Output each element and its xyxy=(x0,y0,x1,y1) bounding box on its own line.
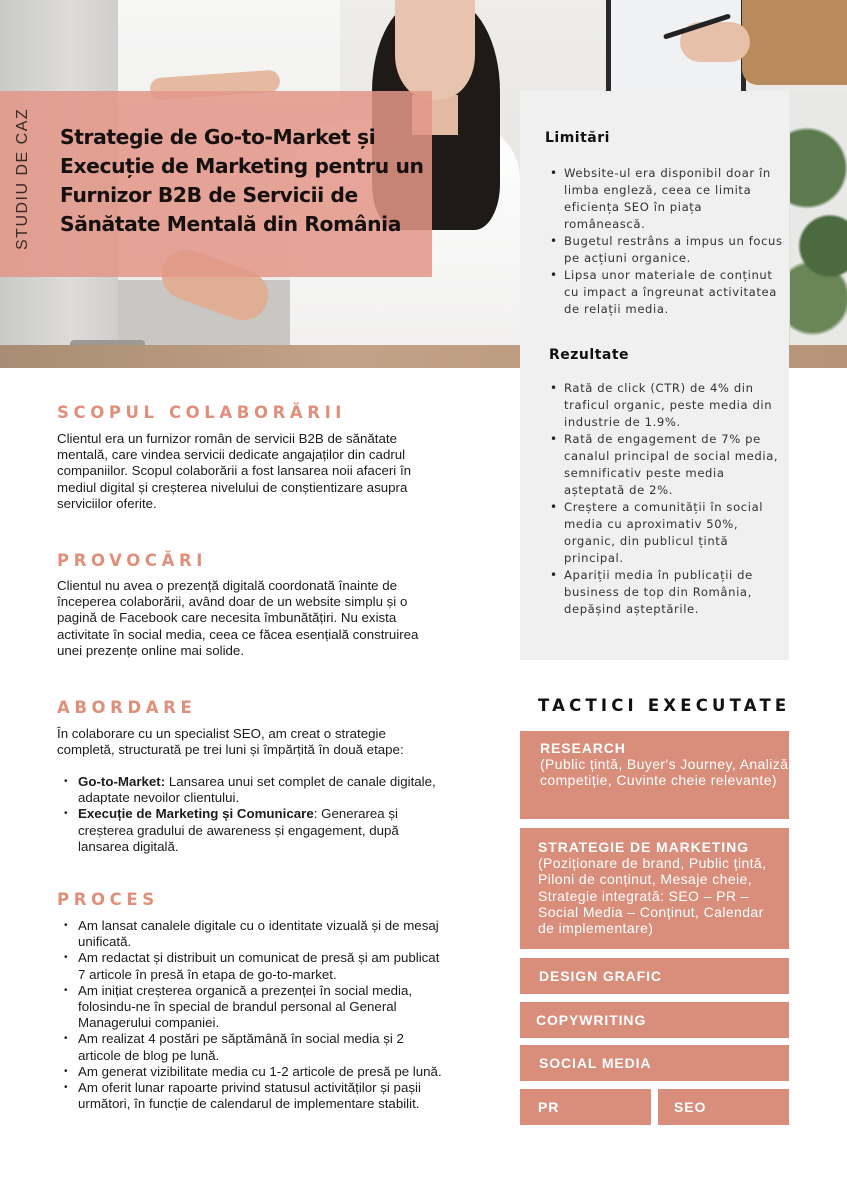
tactic-marketing-strategy xyxy=(520,828,789,949)
tactic-copywriting xyxy=(520,1002,789,1038)
photo-sleeve xyxy=(742,0,847,85)
tactic-title: PR xyxy=(538,1099,560,1115)
case-study-label: STUDIU DE CAZ xyxy=(14,107,31,250)
list-item: • Am oferit lunar rapoarte privind statusul activităților și pașii următori, în funcție de calendarul de implementare stabilit. xyxy=(62,1080,447,1112)
tactic-title: SOCIAL MEDIA xyxy=(539,1055,652,1071)
list-item: • Website-ul era disponibil doar în limba engleză, ceea ce limita eficiența SEO în piața românească. xyxy=(548,165,784,233)
approach-item-text: Lansarea unui set complet de canale digitale, adaptate nevoilor clientului. xyxy=(78,774,436,806)
tactic-title: STRATEGIE DE MARKETING xyxy=(538,839,749,855)
limitations-heading: Limitări xyxy=(545,130,610,146)
tactic-seo xyxy=(658,1089,789,1125)
photo-woman-face xyxy=(395,0,475,100)
list-item: • Bugetul restrâns a impus un focus pe acțiuni organice. xyxy=(548,233,784,267)
list-item xyxy=(62,806,447,855)
tactic-description: (Poziționare de brand, Public țintă, Piloni de conținut, Mesaje cheie, Strategie integrată: SEO – PR – Social Media – Conținut, Calendar de implementare) xyxy=(538,855,767,937)
list-item: • Creștere a comunității în social media cu aproximativ 50%, organic, din publicul țintă principal. xyxy=(548,499,784,567)
approach-list xyxy=(62,774,447,855)
challenges-heading: PROVOCĂRI xyxy=(57,551,208,570)
approach-item-text: : Generarea și creșterea gradului de awareness și engagement, după lansarea digitală. xyxy=(78,806,399,854)
tactic-description: (Public țintă, Buyer's Journey, Analiză competiție, Cuvinte cheie relevante) xyxy=(540,756,789,789)
process-list xyxy=(62,918,447,1112)
tactic-social-media xyxy=(520,1045,789,1081)
tactic-title: RESEARCH xyxy=(540,740,626,756)
list-item: • Apariții media în publicații de business de top din România, depășind așteptările. xyxy=(548,567,784,618)
process-heading: PROCES xyxy=(57,890,159,909)
list-item: • Lipsa unor materiale de conținut cu impact a îngreunat activitatea de relații media. xyxy=(548,267,784,318)
tactic-title: DESIGN GRAFIC xyxy=(539,968,662,984)
tactics-heading: TACTICI EXECUTATE xyxy=(538,696,791,715)
results-list xyxy=(548,380,784,618)
results-heading: Rezultate xyxy=(549,347,630,363)
page-title: Strategie de Go-to-Market și Execuție de Marketing pentru un Furnizor B2B de Servicii de Sănătate Mentală din România xyxy=(60,125,424,236)
list-item: • Rată de click (CTR) de 4% din traficul organic, peste media din industrie de 1.9%. xyxy=(548,380,784,431)
photo-plant xyxy=(790,90,847,350)
list-item: • Am redactat și distribuit un comunicat de presă și am publicat 7 articole în presă în etapa de go-to-market. xyxy=(62,950,447,982)
scope-heading: SCOPUL COLABORĂRII xyxy=(57,403,347,422)
scope-text: Clientul era un furnizor român de servicii B2B de sănătate mentală, care vindea servicii dedicate angajaților din cadrul companiilor. Scopul colaborării a fost lansarea noii afaceri în mediul digital și creșterea nivelului de conștientizare asupra serviciilor oferite. xyxy=(57,431,412,511)
tactic-research xyxy=(520,731,789,819)
approach-text: În colaborare cu un specialist SEO, am creat o strategie completă, structurată pe trei luni și împărțită în două etape: xyxy=(57,726,404,758)
list-item: • Am lansat canalele digitale cu o identitate vizuală și de mesaj unificată. xyxy=(62,918,447,950)
tactic-title: SEO xyxy=(674,1099,707,1115)
list-item: • Am generat vizibilitate media cu 1-2 articole de presă pe lună. xyxy=(62,1064,447,1080)
limitations-list xyxy=(548,165,784,318)
tactic-graphic-design xyxy=(520,958,789,994)
tactic-title: COPYWRITING xyxy=(536,1012,647,1028)
tactic-pr xyxy=(520,1089,651,1125)
approach-item-label: Execuție de Marketing și Comunicare xyxy=(78,806,314,822)
challenges-text: Clientul nu avea o prezență digitală coordonată înainte de începerea colaborării, având doar de un website simplu și o pagină de Facebook care necesita îmbunătățiri. Nu exista activitate în social media, ceea ce făcea esențială construirea unei prezențe online mai solide. xyxy=(57,578,419,658)
list-item: • Rată de engagement de 7% pe canalul principal de social media, semnificativ peste media așteptată de 2%. xyxy=(548,431,784,499)
list-item: • Am inițiat creșterea organică a prezenței în social media, folosindu-ne în special de brandul personal al General Managerului companiei. xyxy=(62,983,447,1032)
approach-heading: ABORDARE xyxy=(57,698,197,717)
list-item: • Am realizat 4 postări pe săptămână în social media și 2 articole de blog pe lună. xyxy=(62,1031,447,1063)
approach-item-label: Go-to-Market: xyxy=(78,774,166,789)
list-item xyxy=(62,774,447,806)
